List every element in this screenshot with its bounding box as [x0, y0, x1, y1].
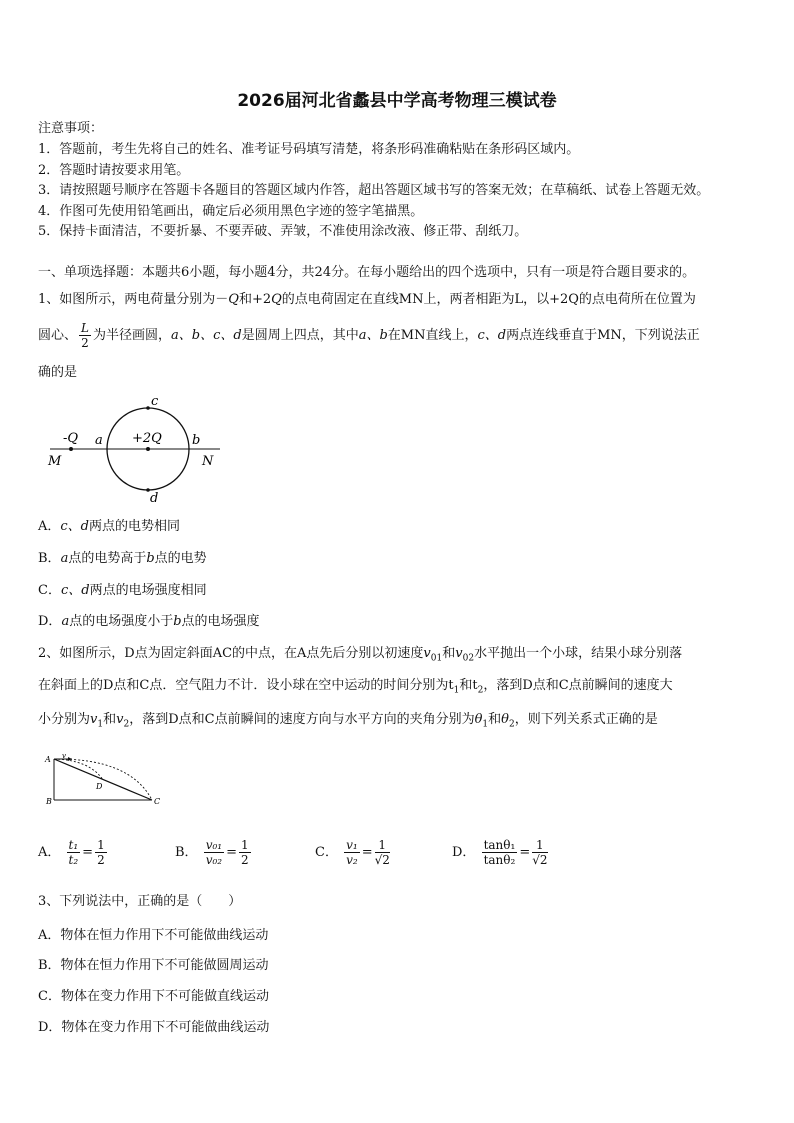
- label-m: M: [48, 454, 62, 469]
- fraction-L-over-2: $\frac{L}{2}$: [81, 321, 89, 350]
- notice-item: 1．答题前，考生先将自己的姓名、准考证号码填写清楚，将条形码准确粘贴在条形码区域内。: [38, 142, 580, 157]
- notice-item: 4．作图可先使用铅笔画出，确定后必须用黑色字迹的签字笔描黑。: [38, 204, 424, 219]
- label-b: b: [192, 433, 201, 448]
- q2-option-c: C． $\frac{\text{v₁}}{\text{v₂}}$ = $\frac{1}{√2}$: [315, 838, 390, 867]
- q2-stem-line2: 在斜面上的D点和C点．空气阻力不计．设小球在空中运动的时间分别为$t_1$和$t_2$，落到D点和C点前瞬间的速度大: [38, 678, 673, 696]
- q2-option-b: B． $\frac{\text{v₀₁}}{\text{v₀₂}}$ = $\frac{1}{2}$: [175, 838, 249, 867]
- q2-stem-line1: 2、如图所示，D点为固定斜面AC的中点，在A点先后分别以初速度$v_{01}$和$v_{02}$水平抛出一个小球，结果小球分别落: [38, 646, 683, 664]
- label-n: N: [202, 454, 214, 469]
- charge-neg-q-dot: [69, 447, 73, 451]
- q3-option-c: C．物体在变力作用下不可能做直线运动: [38, 989, 269, 1004]
- q3-option-a: A．物体在恒力作用下不可能做曲线运动: [38, 928, 269, 943]
- section-heading: 一、单项选择题：本题共6小题，每小题4分，共24分。在每小题给出的四个选项中，只有一项是符合题目要求的。: [38, 265, 696, 280]
- label-a: a: [95, 433, 103, 448]
- notice-item: 5．保持卡面清洁，不要折暴、不要弄破、弄皱，不准使用涂改液、修正带、刮纸刀。: [38, 224, 528, 239]
- q3-option-b: B．物体在恒力作用下不可能做圆周运动: [38, 958, 269, 973]
- label-v: v: [62, 752, 66, 760]
- q2-stem-line3: 小分别为$v_1$和$v_2$，落到D点和C点前瞬间的速度方向与水平方向的夹角分别为$\theta_1$和$\theta_2$，则下列关系式正确的是: [38, 712, 658, 730]
- q1-option-c: C．c、d两点的电场强度相同: [38, 583, 207, 598]
- notice-heading: 注意事项：: [38, 121, 104, 136]
- charge-2q-dot: [146, 447, 150, 451]
- q2-option-d: D． $\frac{\text{tanθ₁}}{\text{tanθ₂}}$ = $\frac{1}{√2}$: [452, 838, 548, 867]
- label-c: C: [154, 797, 161, 806]
- q2-figure: [38, 748, 168, 808]
- q1-figure: [40, 393, 230, 508]
- q1-stem-line2: 圆心、 $\frac{L}{2}$ 为半径画圆，a、b、c、d是圆周上四点，其中a、b在MN直线上，c、d两点连线垂直于MN，下列说法正: [38, 321, 700, 350]
- q1-option-a: A．c、d两点的电势相同: [38, 519, 181, 534]
- notice-item: 2．答题时请按要求用笔。: [38, 163, 190, 178]
- q3-option-d: D．物体在变力作用下不可能做曲线运动: [38, 1020, 270, 1035]
- label-neg-q: -Q: [63, 431, 79, 446]
- label-a: A: [45, 755, 51, 764]
- notice-item: 3．请按照题号顺序在答题卡各题目的答题区域内作答，超出答题区域书写的答案无效；在草稿纸、试卷上答题无效。: [38, 183, 710, 198]
- incline-ac: [54, 759, 152, 800]
- label-d: d: [150, 491, 159, 506]
- q3-stem: 3、下列说法中，正确的是（ ）: [38, 894, 242, 909]
- label-d: D: [96, 782, 103, 791]
- q1-option-d: D．a点的电场强度小于b点的电场强度: [38, 614, 260, 629]
- q1-option-b: B．a点的电势高于b点的电势: [38, 551, 207, 566]
- label-c: c: [151, 394, 159, 409]
- q1-stem-line3: 确的是: [38, 365, 78, 380]
- label-b: B: [46, 797, 52, 806]
- point-c-dot: [146, 406, 150, 410]
- exam-title: 2026届河北省蠡县中学高考物理三模试卷: [237, 91, 557, 111]
- q1-stem-line1: 1、如图所示，两电荷量分别为－Q和+2Q的点电荷固定在直线MN上，两者相距为L，以+2Q的点电荷所在位置为: [38, 292, 696, 307]
- label-pos-2q: +2Q: [132, 431, 162, 446]
- q2-option-a: A． $\frac{\text{t₁}}{\text{t₂}}$ = $\frac{1}{2}$: [38, 838, 105, 867]
